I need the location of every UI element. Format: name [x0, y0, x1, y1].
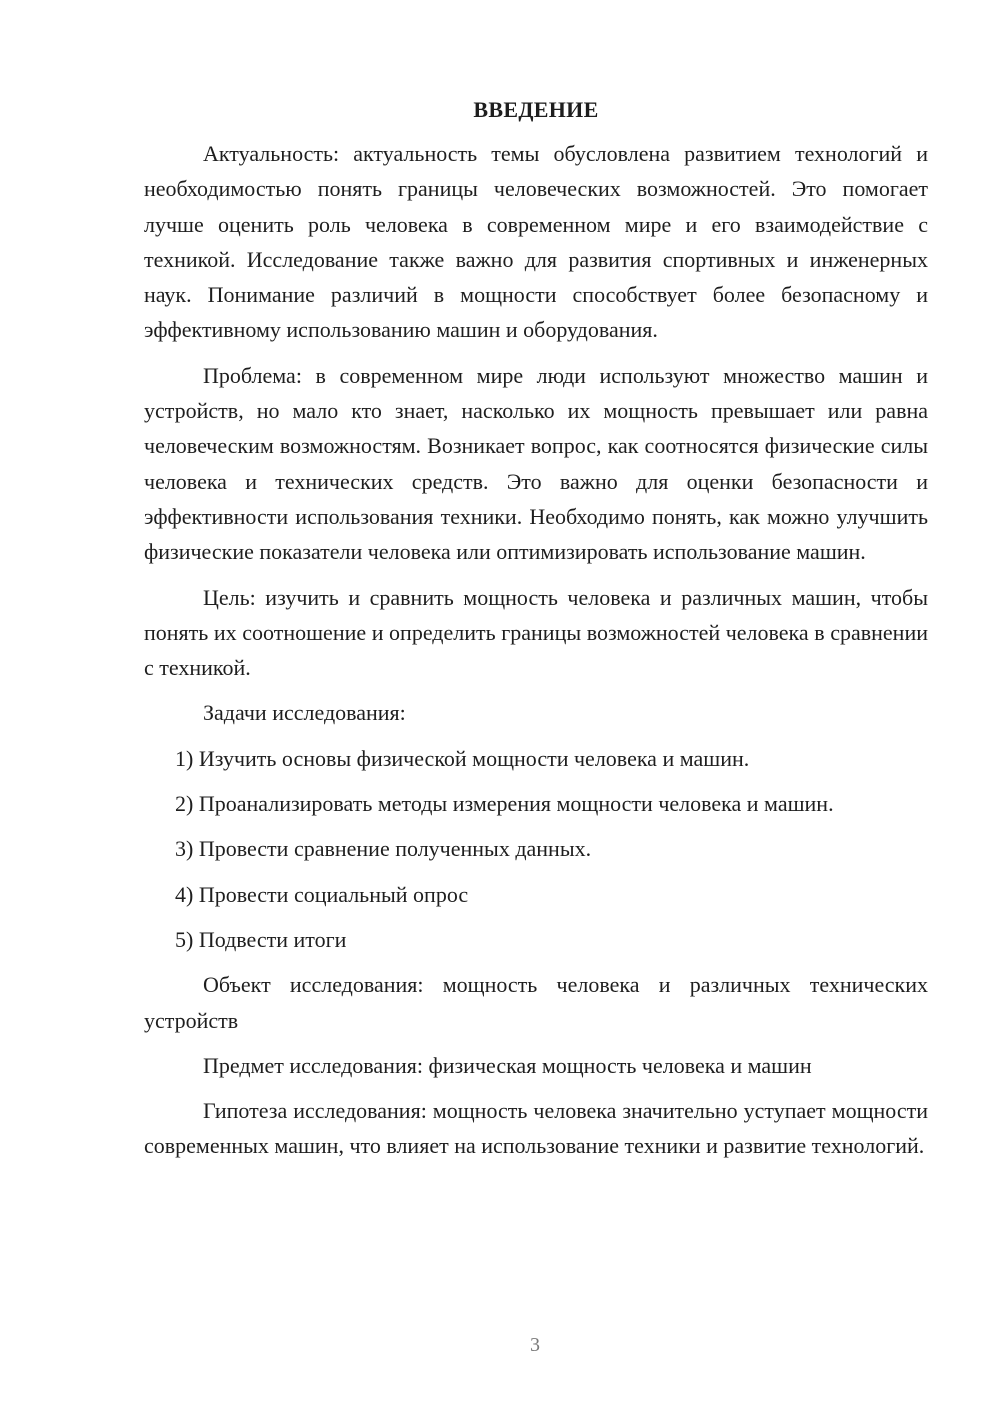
paragraph-problem: Проблема: в современном мире люди используют множество машин и устройств, но мало кто знает, насколько их мощность превышает или равна человеческим возможностям. Возникает вопрос, как соотносятся физические силы человека и технических средств. Это важно для оценки безопасности и эффективности использования техники. Необходимо понять, как можно улучшить физические показатели человека или оптимизировать использование машин.	[144, 362, 928, 565]
page-content	[144, 92, 928, 1164]
list-item: 4) Провести социальный опрос	[175, 881, 469, 907]
tasks-heading: Задачи исследования:	[203, 700, 406, 726]
tasks-list	[144, 741, 928, 957]
list-item: 3) Провести сравнение полученных данных.	[175, 836, 592, 862]
section-title: ВВЕДЕНИЕ	[473, 97, 599, 122]
list-item: 5) Подвести итоги	[175, 926, 347, 952]
page-number: 3	[530, 1334, 540, 1356]
paragraph-object: Объект исследования: мощность человека и различных технических устройств	[144, 972, 928, 1033]
list-item: 1) Изучить основы физической мощности человека и машин.	[175, 745, 750, 771]
paragraph-subject: Предмет исследования: физическая мощность человека и машин	[203, 1052, 812, 1078]
paragraph-relevance: Актуальность: актуальность темы обусловлена развитием технологий и необходимостью понять границы человеческих возможностей. Это помогает лучше оценить роль человека в современном мире и его взаимодействие с техникой. Исследование также важно для развития спортивных и инженерных наук. Понимание различий в мощности способствует более безопасному и эффективному использованию машин и оборудования.	[144, 141, 928, 343]
paragraph-goal: Цель: изучить и сравнить мощность человека и различных машин, чтобы понять их соотношение и определить границы возможностей человека в сравнении с техникой.	[144, 584, 928, 681]
paragraph-hypothesis: Гипотеза исследования: мощность человека значительно уступает мощности современных машин, что влияет на использование техники и развитие технологий.	[144, 1098, 928, 1159]
list-item: 2) Проанализировать методы измерения мощности человека и машин.	[175, 791, 834, 817]
